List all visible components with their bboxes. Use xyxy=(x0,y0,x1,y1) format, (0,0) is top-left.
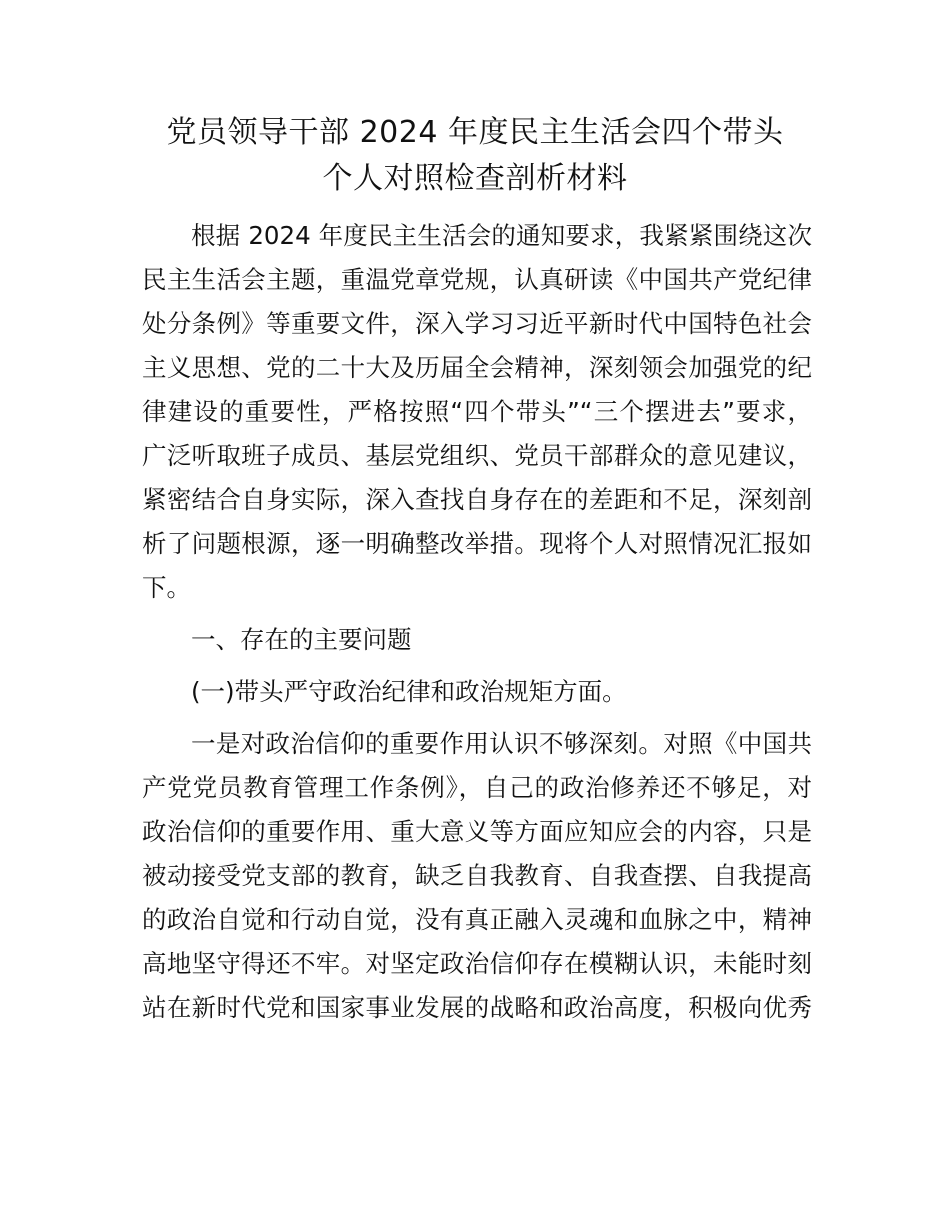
paragraph-line: 律建设的重要性，严格按照“四个带头”“三个摆进去”要求， xyxy=(142,397,812,426)
paragraph-line: 紧密结合自身实际，深入查找自身存在的差距和不足，深刻剖 xyxy=(142,485,812,514)
paragraph-line: 政治信仰的重要作用、重大意义等方面应知应会的内容，只是 xyxy=(142,817,812,846)
document-title-line-2: 个人对照检查剖析材料 xyxy=(322,161,628,196)
paragraph-line: 被动接受党支部的教育，缺乏自我教育、自我查摆、自我提高 xyxy=(142,861,812,890)
paragraph-line: 根据 2024 年度民主生活会的通知要求，我紧紧围绕这次 xyxy=(191,221,812,250)
paragraph-line: 广泛听取班子成员、基层党组织、党员干部群众的意见建议， xyxy=(142,441,812,470)
section-heading: 一、存在的主要问题 xyxy=(191,625,412,654)
paragraph-line: 的政治自觉和行动自觉，没有真正融入灵魂和血脉之中，精神 xyxy=(142,905,812,934)
paragraph-line: 析了问题根源，逐一明确整改举措。现将个人对照情况汇报如 xyxy=(142,529,812,558)
paragraph-line: 一是对政治信仰的重要作用认识不够深刻。对照《中国共 xyxy=(191,729,812,758)
paragraph-line: 站在新时代党和国家事业发展的战略和政治高度，积极向优秀 xyxy=(142,993,812,1022)
paragraph-line: 产党党员教育管理工作条例》，自己的政治修养还不够足，对 xyxy=(142,773,812,802)
document-title-line-1: 党员领导干部 2024 年度民主生活会四个带头 xyxy=(166,115,784,150)
paragraph-line: 高地坚守得还不牢。对坚定政治信仰存在模糊认识，未能时刻 xyxy=(142,949,812,978)
paragraph-line: 主义思想、党的二十大及历届全会精神，深刻领会加强党的纪 xyxy=(142,353,812,382)
paragraph-line: 民主生活会主题，重温党章党规，认真研读《中国共产党纪律 xyxy=(142,265,812,294)
subsection-heading: (一)带头严守政治纪律和政治规矩方面。 xyxy=(191,677,627,706)
paragraph-line: 下。 xyxy=(142,573,191,602)
paragraph-line: 处分条例》等重要文件，深入学习习近平新时代中国特色社会 xyxy=(142,309,812,338)
